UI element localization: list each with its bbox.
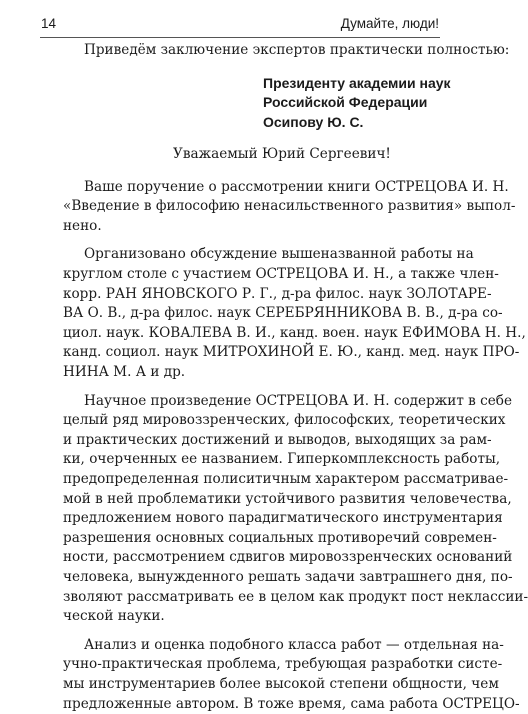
text-line: корр. РАН ЯНОВСКОГО Р. Г., д-ра филос. наук ЗОЛОТАРЕ- <box>63 285 492 302</box>
text-line: ческой науки. <box>63 608 165 625</box>
text-line: целый ряд мировоззренческих, философских, теоретических <box>63 412 506 429</box>
text-line: Организовано обсуждение вышеназванной работы на <box>84 246 474 263</box>
paragraph-1 <box>63 178 516 237</box>
text-line: ки, очерченных ее названием. Гиперкомплексность работы, <box>63 451 501 468</box>
text-line: человека, вынужденного решать задачи завтрашнего дня, по- <box>63 568 513 585</box>
text-line: НИНА М. А и др. <box>63 364 186 381</box>
running-head: Думайте, люди! <box>340 16 439 31</box>
text-line: предложением нового парадигматического инструментария <box>63 510 503 527</box>
paragraph-2 <box>63 245 526 382</box>
page-body <box>63 41 528 714</box>
text-line: учно-практическая проблема, требующая разработки систе- <box>63 656 503 673</box>
text-line: мой в ней проблематики устойчивого развития человечества, <box>63 490 512 507</box>
paragraph-4 <box>63 636 520 714</box>
addressee-line: Осипову Ю. С. <box>263 113 364 130</box>
text-line: разрешения основных социальных противоречий современ- <box>63 529 497 546</box>
addressee-line: Российской Федерации <box>263 94 428 111</box>
text-line: ВА О. В., д-ра филос. наук СЕРЕБРЯННИКОВА В. В., д-ра со- <box>63 305 503 322</box>
text-line: канд. социол. наук МИТРОХИНОЙ Е. Ю., канд. мед. наук ПРО- <box>63 344 520 361</box>
text-line: предопределенная полиситичным характером рассматривае- <box>63 471 509 487</box>
paragraph-3 <box>63 392 528 627</box>
text-line: ности, рассмотрением сдвигов мировоззренческих оснований <box>63 549 513 566</box>
salutation: Уважаемый Юрий Сергеевич! <box>173 146 391 163</box>
text-line: «Введение в философию ненасильственного развития» выпол- <box>63 198 516 215</box>
page-header <box>0 0 480 40</box>
text-line: мы инструментариев более высокой степени общности, чем <box>63 675 499 692</box>
text-line: зволяют рассматривать ее в целом как продукт пост неклассии- <box>63 588 528 605</box>
text-line: предложенные автором. В тоже время, сама работа ОСТРЕЦО- <box>63 695 520 712</box>
page-number: 14 <box>41 16 57 31</box>
header-rule <box>40 37 440 38</box>
text-line: Анализ и оценка подобного класса работ — отдельная на- <box>84 636 504 653</box>
intro-line: Приведём заключение экспертов практически полностью: <box>84 42 510 58</box>
text-line: и практических достижений и выводов, выходящих за рам- <box>63 431 492 448</box>
addressee-line: Президенту академии наук <box>263 74 451 91</box>
text-line: Ваше поручение о рассмотрении книги ОСТРЕЦОВА И. Н. <box>84 178 509 195</box>
addressee-block <box>263 74 451 133</box>
text-line: циол. наук. КОВАЛЕВА В. И., канд. воен. наук ЕФИМОВА Н. Н., <box>63 324 526 341</box>
text-line: нено. <box>63 217 102 234</box>
text-line: круглом столе с участием ОСТРЕЦОВА И. Н., а также член- <box>63 266 499 283</box>
text-line: Научное произведение ОСТРЕЦОВА И. Н. содержит в себе <box>84 392 513 409</box>
